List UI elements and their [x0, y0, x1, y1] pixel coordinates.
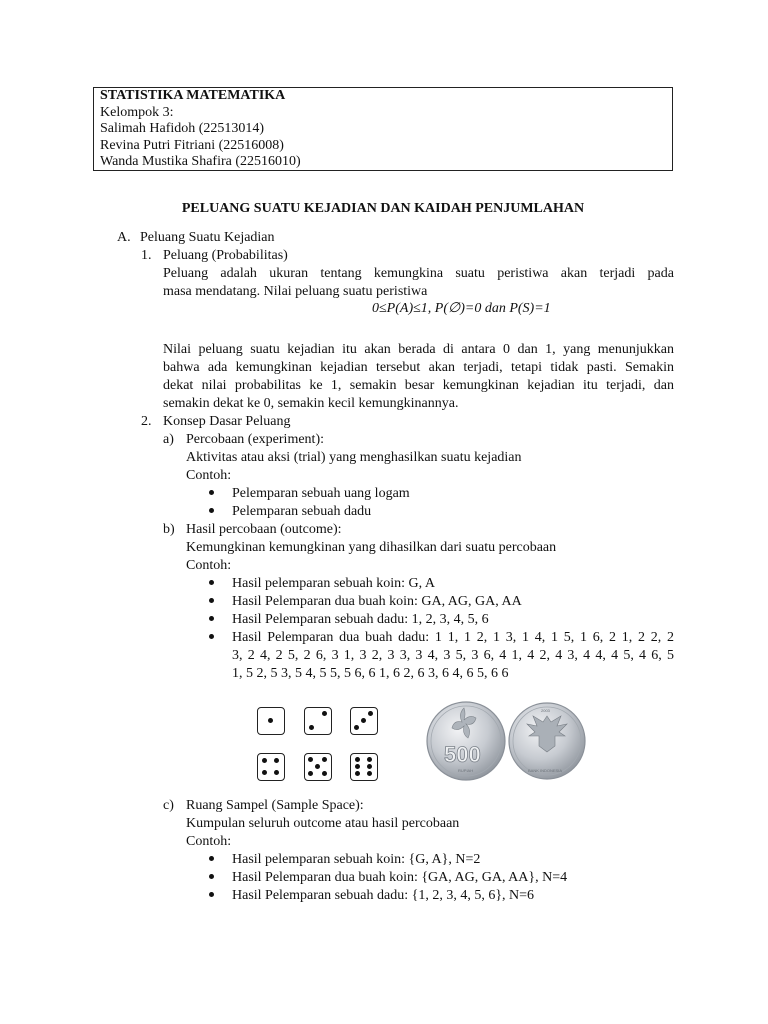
sub-a-bullet-2: Pelemparan sebuah dadu — [232, 504, 372, 519]
sub-c-bullet-3: Hasil Pelemparan sebuah dadu: {1, 2, 3, 4, 5, 6}, N=6 — [232, 888, 535, 903]
item-1-para-line-2: bahwa ada kemungkinan kejadian tersebut akan terjadi, tetapi tidak pasti. Semakin — [163, 360, 674, 375]
die-face-6 — [350, 753, 378, 781]
sub-b-marker: b) — [163, 522, 175, 537]
die-face-1 — [257, 707, 285, 735]
sub-b-bullet-4-line-1: Hasil Pelemparan dua buah dadu: 1 1, 1 2, 1 3, 1 4, 1 5, 1 6, 2 1, 2 2, 2 — [232, 630, 674, 645]
sub-a-desc: Aktivitas atau aksi (trial) yang menghasilkan suatu kejadian — [186, 450, 522, 465]
bullet-icon — [209, 490, 214, 495]
item-1-text-line-1: Peluang adalah ukuran tentang kemungkina suatu peristiwa akan terjadi pada — [163, 266, 674, 281]
member-3: Wanda Mustika Shafira (22516010) — [100, 154, 301, 170]
dice-faces-image — [246, 697, 392, 793]
sub-c-label: Ruang Sampel (Sample Space): — [186, 798, 364, 813]
document-title: PELUANG SUATU KEJADIAN DAN KAIDAH PENJUMLAHAN — [181, 201, 585, 216]
sub-b-bullet-2: Hasil Pelemparan dua buah koin: GA, AG, GA, AA — [232, 594, 522, 609]
sub-c-marker: c) — [163, 798, 174, 813]
bullet-icon — [209, 616, 214, 621]
coin-year: 2003 — [541, 708, 550, 713]
die-face-2 — [304, 707, 332, 735]
bullet-icon — [209, 892, 214, 897]
bullet-icon — [209, 508, 214, 513]
bullet-icon — [209, 874, 214, 879]
sub-a-label: Percobaan (experiment): — [186, 432, 324, 447]
sub-b-contoh: Contoh: — [186, 558, 232, 573]
probability-formula — [372, 300, 551, 318]
section-a-label: Peluang Suatu Kejadian — [140, 230, 275, 245]
sub-b-bullet-1: Hasil pelemparan sebuah koin: G, A — [232, 576, 435, 591]
sub-c-contoh: Contoh: — [186, 834, 232, 849]
item-1-marker: 1. — [141, 248, 152, 263]
member-1: Salimah Hafidoh (22513014) — [100, 121, 265, 137]
sub-a-contoh: Contoh: — [186, 468, 232, 483]
member-2: Revina Putri Fitriani (22516008) — [100, 137, 284, 153]
coin-value: 500 — [444, 742, 481, 767]
bullet-icon — [209, 598, 214, 603]
header-box — [93, 87, 673, 171]
sub-b-bullet-3: Hasil Pelemparan sebuah dadu: 1, 2, 3, 4, 5, 6 — [232, 612, 489, 627]
coins-image — [424, 692, 590, 790]
item-2-marker: 2. — [141, 414, 152, 429]
coin-back-text: BANK INDONESIA — [528, 768, 563, 773]
sub-b-bullet-4-line-2: 3, 2 4, 2 5, 2 6, 3 1, 3 2, 3 3, 3 4, 3 5, 3 6, 4 1, 4 2, 4 3, 4 4, 4 5, 4 6, 5 — [232, 648, 674, 663]
group-label: Kelompok 3: — [100, 104, 174, 120]
die-face-5 — [304, 753, 332, 781]
die-face-3 — [350, 707, 378, 735]
sub-b-desc: Kemungkinan kemungkinan yang dihasilkan dari suatu percobaan — [186, 540, 557, 555]
bullet-icon — [209, 634, 214, 639]
die-face-4 — [257, 753, 285, 781]
bullet-icon — [209, 580, 214, 585]
sub-b-bullet-4-line-3: 1, 5 2, 5 3, 5 4, 5 5, 5 6, 6 1, 6 2, 6 3, 6 4, 6 5, 6 6 — [232, 666, 509, 681]
item-1-para-line-4: semakin dekat ke 0, semakin kecil kemungkinannya. — [163, 396, 459, 411]
item-1-para-line-3: dekat nilai probabilitas ke 1, semakin besar kemungkinan kejadian itu terjadi, dan — [163, 378, 674, 393]
sub-c-desc: Kumpulan seluruh outcome atau hasil percobaan — [186, 816, 460, 831]
coin-front-text: RUPIAH — [458, 768, 474, 773]
item-1-label: Peluang (Probabilitas) — [163, 248, 288, 263]
section-a-marker: A. — [117, 230, 131, 245]
bullet-icon — [209, 856, 214, 861]
item-1-para-line-1: Nilai peluang suatu kejadian itu akan berada di antara 0 dan 1, yang menunjukkan — [163, 342, 674, 357]
sub-c-bullet-2: Hasil Pelemparan dua buah koin: {GA, AG, GA, AA}, N=4 — [232, 870, 568, 885]
formula-text: 0≤P(A)≤1, P(∅)=0 dan P(S)=1 — [372, 301, 551, 316]
course-title: STATISTIKA MATEMATIKA — [100, 88, 286, 103]
item-2-label: Konsep Dasar Peluang — [163, 414, 291, 429]
item-1-text-line-2: masa mendatang. Nilai peluang suatu peristiwa — [163, 284, 428, 299]
sub-b-label: Hasil percobaan (outcome): — [186, 522, 342, 537]
sub-c-bullet-1: Hasil pelemparan sebuah koin: {G, A}, N=2 — [232, 852, 481, 867]
sub-a-bullet-1: Pelemparan sebuah uang logam — [232, 486, 410, 501]
sub-a-marker: a) — [163, 432, 174, 447]
